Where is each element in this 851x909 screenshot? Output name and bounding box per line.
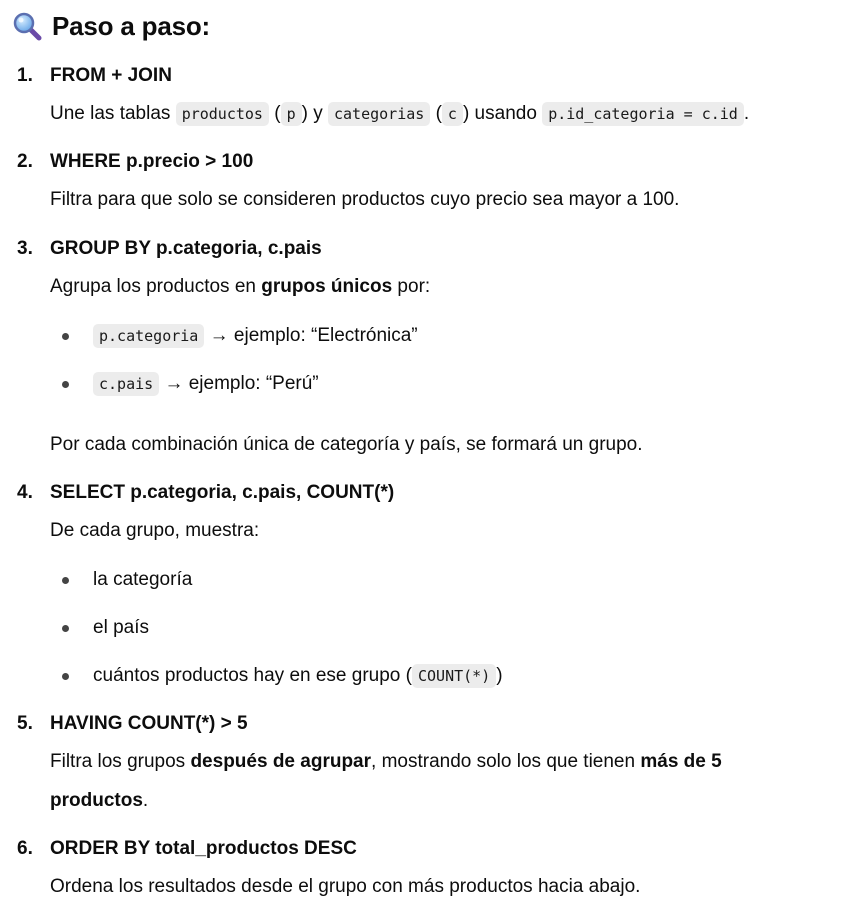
step-number: 1. — [17, 65, 33, 86]
step-title: SELECT p.categoria, c.pais, COUNT(*) — [50, 482, 395, 503]
desc-text: ( — [430, 103, 442, 124]
step-description — [50, 275, 430, 299]
bullet-text: la categoría — [93, 569, 193, 590]
inline-code: categorias — [328, 102, 430, 126]
inline-code: COUNT(*) — [412, 664, 496, 688]
section-heading — [12, 10, 210, 42]
bullet-dot — [62, 333, 69, 340]
step-title: FROM + JOIN — [50, 65, 172, 86]
inline-code: p.categoria — [93, 324, 204, 348]
step-description: De cada grupo, muestra: — [50, 520, 260, 541]
inline-code: p.id_categoria = c.id — [542, 102, 744, 126]
desc-text: ) y — [301, 103, 328, 124]
section-title: Paso a paso: — [52, 10, 210, 41]
step-number: 2. — [17, 151, 33, 172]
step-number: 5. — [17, 713, 33, 734]
step-description — [50, 102, 749, 126]
desc-text: , mostrando solo los que tienen — [371, 751, 641, 772]
step-description: Ordena los resultados desde el grupo con más productos hacia abajo. — [50, 876, 641, 897]
list-item — [62, 324, 842, 348]
desc-text: . — [743, 103, 750, 124]
desc-text: . — [142, 790, 149, 811]
step-number: 6. — [17, 838, 33, 859]
list-item — [62, 616, 842, 640]
step-description — [50, 750, 722, 774]
step-title: GROUP BY p.categoria, c.pais — [50, 238, 322, 259]
bullet-text: cuántos productos hay en ese grupo ( — [93, 665, 412, 686]
step-title: WHERE p.precio > 100 — [50, 151, 254, 172]
step-number: 4. — [17, 482, 33, 503]
desc-text: ) usando — [462, 103, 543, 124]
desc-text: Filtra los grupos — [50, 751, 191, 772]
desc-bold: grupos únicos — [261, 276, 393, 297]
inline-code: c — [442, 102, 463, 126]
inline-code: p — [281, 102, 302, 126]
desc-text: por: — [392, 276, 431, 297]
list-item — [62, 568, 842, 592]
desc-bold: productos — [50, 790, 143, 811]
step-title: HAVING COUNT(*) > 5 — [50, 713, 248, 734]
step-description: Filtra para que solo se consideren productos cuyo precio sea mayor a 100. — [50, 189, 680, 210]
bullet-text: → ejemplo: “Electrónica” — [204, 325, 418, 346]
inline-code: c.pais — [93, 372, 159, 396]
bullet-text: el país — [93, 617, 149, 638]
list-item — [62, 372, 842, 396]
desc-bold: más de 5 — [640, 751, 722, 772]
desc-text: Agrupa los productos en — [50, 276, 262, 297]
bullet-dot — [62, 625, 69, 632]
list-item — [62, 664, 842, 688]
step-note: Por cada combinación única de categoría y país, se formará un grupo. — [50, 434, 643, 455]
bullet-dot — [62, 577, 69, 584]
bullet-dot — [62, 673, 69, 680]
step-number: 3. — [17, 238, 33, 259]
bullet-text: → ejemplo: “Perú” — [159, 373, 319, 394]
desc-text: Une las tablas — [50, 103, 176, 124]
step-description-cont — [50, 789, 148, 813]
inline-code: productos — [176, 102, 269, 126]
desc-text: ( — [268, 103, 281, 124]
magnifier-icon — [12, 11, 42, 41]
step-title: ORDER BY total_productos DESC — [50, 838, 357, 859]
bullet-text: ) — [496, 665, 503, 686]
bullet-dot — [62, 381, 69, 388]
desc-bold: después de agrupar — [190, 751, 372, 772]
